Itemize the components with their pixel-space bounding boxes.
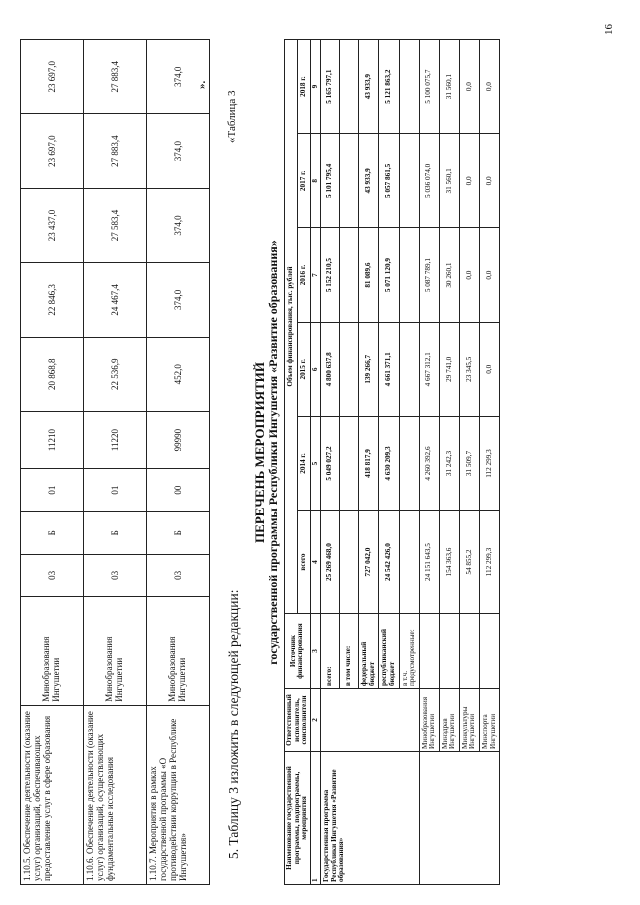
value-cell: 23 345,5 xyxy=(459,322,479,416)
code-cell: 11220 xyxy=(84,411,147,468)
value-cell: 374,0 xyxy=(147,114,210,188)
value-cell: 27 883,4 xyxy=(84,40,147,114)
column-number: 3 xyxy=(310,614,321,689)
table-row xyxy=(147,40,210,885)
value-cell: 5 101 795,4 xyxy=(321,134,340,228)
value-cell: 30 260,1 xyxy=(439,228,459,322)
value-cell xyxy=(340,228,359,322)
value-cell: 112 299,3 xyxy=(480,511,500,614)
value-cell: 0,0 xyxy=(459,134,479,228)
value-cell: 23 697,0 xyxy=(21,114,84,188)
value-cell: 154 363,6 xyxy=(439,511,459,614)
value-cell: 24 151 643,5 xyxy=(419,511,439,614)
page-subtitle: государственной программы Республики Ингушетия «Развитие образования» xyxy=(266,240,280,665)
value-cell: 139 266,7 xyxy=(359,322,379,416)
header-total: всего xyxy=(297,511,310,614)
value-cell: 4 800 637,8 xyxy=(321,322,340,416)
value-cell: 0,0 xyxy=(480,40,500,134)
value-cell: 4 667 312,1 xyxy=(419,322,439,416)
value-cell: 43 933,9 xyxy=(359,134,379,228)
value-cell: 4 630 209,3 xyxy=(379,416,399,510)
value-cell: 5 121 863,2 xyxy=(379,40,399,134)
table-row xyxy=(84,40,147,885)
value-cell: 374,0 xyxy=(147,40,210,114)
column-number: 8 xyxy=(310,134,321,228)
activity-description: 1.10.6. Обеспечение деятельности (оказание услуг) организаций, осуществляющих фундаментальные исследования xyxy=(84,705,147,884)
header-2016: 2016 г. xyxy=(297,228,310,322)
header-executor: Ответственный исполнитель, соисполнители xyxy=(285,689,311,752)
code-cell: 03 xyxy=(21,554,84,597)
value-cell: 727 042,0 xyxy=(359,511,379,614)
value-cell: 24 467,4 xyxy=(84,263,147,337)
header-name: Наименование государственной программы, подпрограммы, мероприятия xyxy=(285,752,311,885)
value-cell: 25 269 468,0 xyxy=(321,511,340,614)
code-cell: Б xyxy=(84,511,147,554)
value-cell: 23 697,0 xyxy=(21,40,84,114)
value-cell: 22 846,3 xyxy=(21,263,84,337)
table-row xyxy=(321,40,340,885)
value-cell: 31 509,7 xyxy=(459,416,479,510)
column-number: 7 xyxy=(310,228,321,322)
source-cell: в т.ч. предусмотренные: xyxy=(399,614,419,689)
column-number: 6 xyxy=(310,322,321,416)
column-number-row xyxy=(310,40,321,885)
value-cell xyxy=(340,40,359,134)
column-number: 9 xyxy=(310,40,321,134)
code-cell: 01 xyxy=(84,469,147,512)
value-cell: 22 536,9 xyxy=(84,337,147,411)
value-cell: 23 437,0 xyxy=(21,188,84,262)
code-cell: 01 xyxy=(21,469,84,512)
value-cell xyxy=(340,416,359,510)
value-cell: 0,0 xyxy=(459,228,479,322)
value-cell: 418 817,9 xyxy=(359,416,379,510)
value-cell: 31 242,3 xyxy=(439,416,459,510)
value-cell: 0,0 xyxy=(480,322,500,416)
value-cell: 4 661 371,1 xyxy=(379,322,399,416)
value-cell xyxy=(399,416,419,510)
department: Минобразования Ингушетии xyxy=(21,597,84,706)
value-cell xyxy=(399,134,419,228)
header-2014: 2014 г. xyxy=(297,416,310,510)
source-cell xyxy=(439,614,459,689)
column-number: 5 xyxy=(310,416,321,510)
value-cell: 5 036 074,0 xyxy=(419,134,439,228)
table-row xyxy=(21,40,84,885)
table-header-row xyxy=(285,40,298,885)
value-cell: 27 583,4 xyxy=(84,188,147,262)
department: Минобразования Ингушетии xyxy=(147,597,210,706)
header-2018: 2018 г. xyxy=(297,40,310,134)
value-cell: 31 560,1 xyxy=(439,134,459,228)
table-label: «Таблица 3 xyxy=(226,90,238,143)
value-cell: 374,0 xyxy=(147,263,210,337)
header-2015: 2015 г. xyxy=(297,322,310,416)
source-cell: в том числе: xyxy=(340,614,359,689)
value-cell: 81 089,6 xyxy=(359,228,379,322)
value-cell xyxy=(399,40,419,134)
code-cell: 11210 xyxy=(21,411,84,468)
executor-cell: Минкультуры Ингушетии xyxy=(459,689,479,752)
header-volume: Объем финансирования, тыс. рублей xyxy=(285,40,298,614)
value-cell: 31 560,1 xyxy=(439,40,459,134)
value-cell xyxy=(340,134,359,228)
source-cell xyxy=(419,614,439,689)
source-cell xyxy=(459,614,479,689)
value-cell: 5 087 789,1 xyxy=(419,228,439,322)
header-2017: 2017 г. xyxy=(297,134,310,228)
source-cell: республиканский бюджет xyxy=(379,614,399,689)
value-cell: 112 299,3 xyxy=(480,416,500,510)
name-cell xyxy=(419,752,500,885)
activity-description: 1.10.7. Мероприятия в рамках государственной программы «О противодействии коррупции в Республике Ингушетия» xyxy=(147,705,210,884)
value-cell: 374,0 xyxy=(147,188,210,262)
amendment-instruction: 5. Таблицу 3 изложить в следующей редакции: xyxy=(226,589,241,859)
value-cell: 4 260 392,6 xyxy=(419,416,439,510)
column-number: 1 xyxy=(310,752,321,885)
value-cell: 29 741,0 xyxy=(439,322,459,416)
value-cell: 27 883,4 xyxy=(84,114,147,188)
column-number: 2 xyxy=(310,689,321,752)
program-name: Государственная программа Республики Ингушетия «Развитие образования» xyxy=(321,752,419,885)
value-cell xyxy=(399,228,419,322)
value-cell: 43 933,9 xyxy=(359,40,379,134)
value-cell: 5 049 027,2 xyxy=(321,416,340,510)
closing-quote-mark: ». xyxy=(196,80,208,89)
executor-cell: Минспорта Ингушетии xyxy=(480,689,500,752)
value-cell: 5 152 210,5 xyxy=(321,228,340,322)
activity-description: 1.10.5. Обеспечение деятельности (оказание услуг) организаций, обеспечивающих предоставление услуг в сфере образования xyxy=(21,705,84,884)
value-cell xyxy=(399,322,419,416)
value-cell: 0,0 xyxy=(480,134,500,228)
page-title: ПЕРЕЧЕНЬ МЕРОПРИЯТИЙ xyxy=(252,362,267,543)
executor-cell: Минобразования Ингушетии xyxy=(419,689,439,752)
code-cell: 99990 xyxy=(147,411,210,468)
value-cell: 5 165 797,1 xyxy=(321,40,340,134)
source-cell: всего: xyxy=(321,614,340,689)
activities-table xyxy=(284,39,500,885)
table-row xyxy=(419,40,439,885)
value-cell xyxy=(340,322,359,416)
value-cell: 0,0 xyxy=(480,228,500,322)
executor-cell: Минздрав Ингушетии xyxy=(439,689,459,752)
header-source: Источник финансирования xyxy=(285,614,311,689)
value-cell: 54 855,2 xyxy=(459,511,479,614)
code-cell: 03 xyxy=(147,554,210,597)
value-cell: 5 100 075,7 xyxy=(419,40,439,134)
code-cell: 03 xyxy=(84,554,147,597)
value-cell: 5 071 120,9 xyxy=(379,228,399,322)
code-cell: Б xyxy=(147,511,210,554)
value-cell: 20 868,8 xyxy=(21,337,84,411)
budget-table-continuation xyxy=(20,39,210,885)
department: Минобразования Ингушетии xyxy=(84,597,147,706)
code-cell: 00 xyxy=(147,469,210,512)
source-cell xyxy=(480,614,500,689)
value-cell xyxy=(399,511,419,614)
page-number: 16 xyxy=(603,24,615,35)
column-number: 4 xyxy=(310,511,321,614)
value-cell xyxy=(340,511,359,614)
value-cell: 0,0 xyxy=(459,40,479,134)
value-cell: 24 542 426,0 xyxy=(379,511,399,614)
value-cell: 452,0 xyxy=(147,337,210,411)
source-cell: федеральный бюджет xyxy=(359,614,379,689)
code-cell: Б xyxy=(21,511,84,554)
executor-cell xyxy=(321,689,419,752)
value-cell: 5 057 861,5 xyxy=(379,134,399,228)
